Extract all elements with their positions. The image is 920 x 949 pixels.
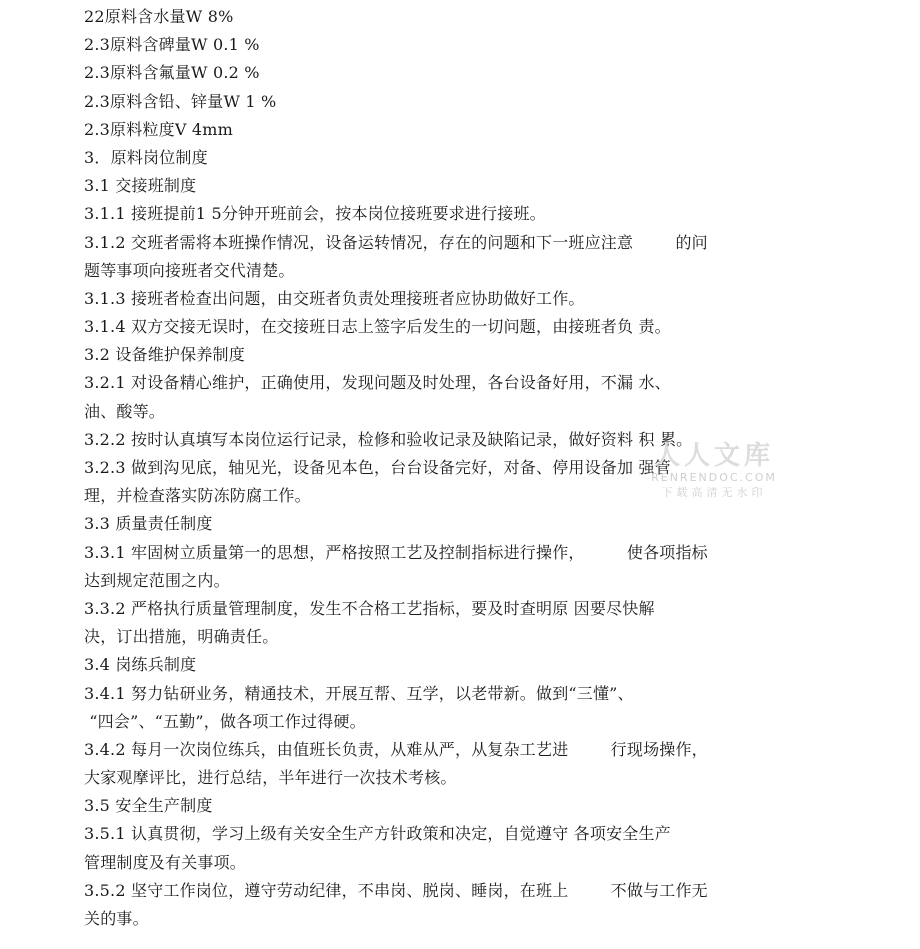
text-line: 3.2.1 对设备精心维护，正确使用，发现问题及时处理，各台设备好用，不漏 水、 xyxy=(84,373,671,393)
subsection-heading: 3.4 岗练兵制度 xyxy=(84,655,197,675)
text-line: 3.4.1 努力钻研业务，精通技术，开展互帮、互学，以老带新。做到“三懂”、 xyxy=(84,683,634,703)
subsection-heading: 3.2 设备维护保养制度 xyxy=(84,345,245,365)
text-line: “四会”、“五勤”，做各项工作过得硬。 xyxy=(84,711,366,731)
text-line: 3.2.2 按时认真填写本岗位运行记录，检修和验收记录及缺陷记录，做好资料 积 累。 xyxy=(84,429,693,449)
text-line: 3.4.2 每月一次岗位练兵，由值班长负责，从难从严，从复杂工艺进 行现场操作， xyxy=(84,739,708,759)
text-line: 管理制度及有关事项。 xyxy=(84,852,247,872)
text-line: 2.3原料粒度V 4mm xyxy=(84,119,234,139)
text-line: 22原料含水量W 8% xyxy=(84,7,234,26)
text-line: 达到规定范围之内。 xyxy=(84,570,230,590)
text-line: 3.1.4 双方交接无误时，在交接班日志上签字后发生的一切问题，由接班者负 责。 xyxy=(84,317,671,337)
text-line: 关的事。 xyxy=(84,909,149,928)
text-line: 决，订出措施，明确责任。 xyxy=(84,627,279,647)
text-line: 3.5.2 坚守工作岗位，遵守劳动纪律，不串岗、脱岗、睡岗，在班上 不做与工作无 xyxy=(84,880,708,900)
text-line: 理，并检查落实防冻防腐工作。 xyxy=(84,486,311,506)
text-line: 2.3原料含碑量W 0.1 % xyxy=(84,35,260,55)
watermark-caption: 下载高清无水印 xyxy=(661,486,767,499)
watermark-logo: 人人文库 xyxy=(653,441,774,471)
text-line: 3.3.2 严格执行质量管理制度，发生不合格工艺指标，要及时查明原 因要尽快解 xyxy=(84,598,655,618)
text-line: 3.1.3 接班者检查出问题，由交班者负责处理接班者应协助做好工作。 xyxy=(84,288,585,308)
text-line: 油、酸等。 xyxy=(84,401,166,421)
text-line: 大家观摩评比，进行总结，半年进行一次技术考核。 xyxy=(84,768,457,788)
document-page xyxy=(84,3,814,933)
section-heading: 3．原料岗位制度 xyxy=(84,147,208,167)
subsection-heading: 3.3 质量责任制度 xyxy=(84,514,213,534)
text-line: 3.1.2 交班者需将本班操作情况，设备运转情况，存在的问题和下一班应注意 的问 xyxy=(84,232,708,252)
subsection-heading: 3.1 交接班制度 xyxy=(84,176,197,196)
watermark-url: RENRENDOC.COM xyxy=(651,471,777,484)
text-line: 3.2.3 做到沟见底，轴见光，设备见本色，台台设备完好，对备、停用设备加 强管 xyxy=(84,458,671,477)
text-line: 2.3原料含铅、锌量W 1 % xyxy=(84,91,277,111)
text-line: 3.5.1 认真贯彻，学习上级有关安全生产方针政策和决定，自觉遵守 各项安全生产 xyxy=(84,824,671,844)
text-line: 2.3原料含氟量W 0.2 % xyxy=(84,63,260,83)
text-line: 3.3.1 牢固树立质量第一的思想，严格按照工艺及控制指标进行操作， 使各项指标 xyxy=(84,542,708,562)
text-line: 题等事项向接班者交代清楚。 xyxy=(84,260,295,280)
subsection-heading: 3.5 安全生产制度 xyxy=(84,796,213,816)
text-line: 3.1.1 接班提前1 5分钟开班前会，按本岗位接班要求进行接班。 xyxy=(84,204,546,224)
